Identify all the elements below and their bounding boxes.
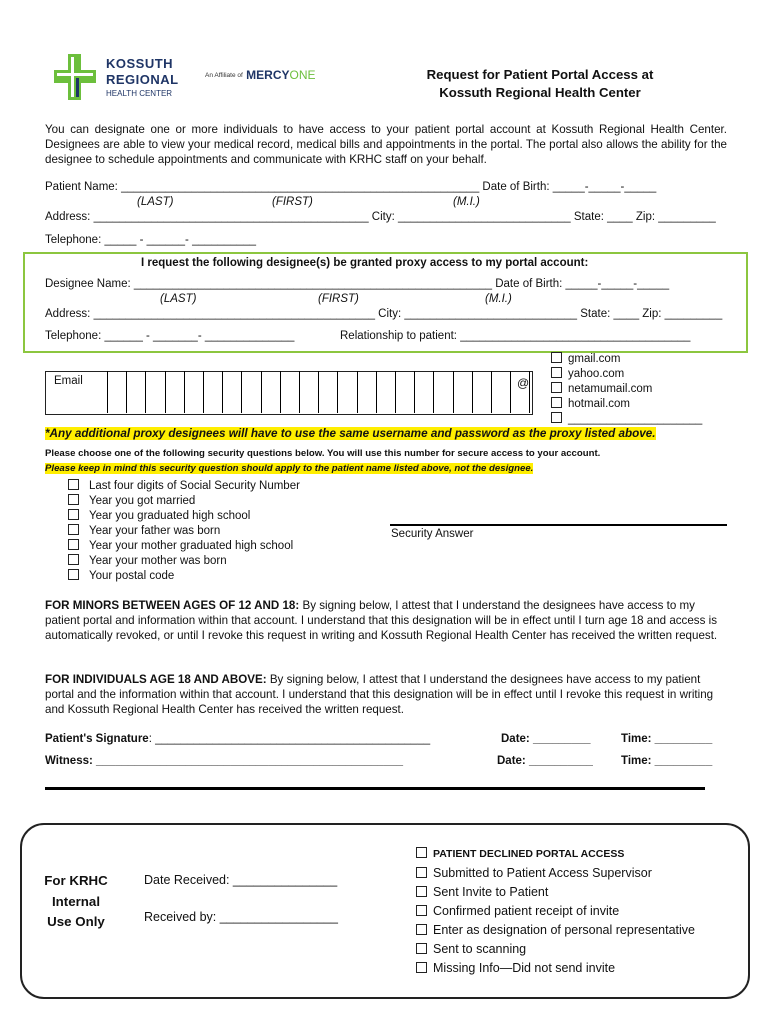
logo-line2: REGIONAL	[106, 72, 179, 87]
email-cell-divider	[395, 371, 396, 413]
checklist-item[interactable]: Confirmed patient receipt of invite	[416, 902, 695, 921]
security-question[interactable]: Your postal code	[68, 569, 300, 584]
designee-sub-mi: (M.I.)	[485, 293, 512, 305]
email-cell-divider	[280, 371, 281, 413]
checkbox-icon[interactable]	[416, 886, 427, 897]
designee-sub-last: (LAST)	[160, 293, 197, 305]
email-cell-divider	[126, 371, 127, 413]
email-cell-divider	[184, 371, 185, 413]
security-question[interactable]: Year you graduated high school	[68, 509, 300, 524]
krhc-logo	[50, 52, 190, 102]
intro-paragraph: You can designate one or more individuals to have access to your patient portal account at Kossuth Regional Health Center. Designees are able to view your medical record, medical bills and appointments in the portal. The portal also allows the ability for the designee to schedule appointments and communicate with KRHC staff on your behalf.	[45, 123, 727, 167]
checkbox-icon[interactable]	[68, 569, 79, 580]
checklist-item[interactable]: Missing Info—Did not send invite	[416, 959, 695, 978]
internal-title	[36, 871, 116, 933]
patient-telephone-field[interactable]: Telephone: _____ - ______- __________	[45, 234, 257, 246]
checklist-item[interactable]: Submitted to Patient Access Supervisor	[416, 864, 695, 883]
email-cell-divider	[203, 371, 204, 413]
designee-heading: I request the following designee(s) be granted proxy access to my portal account:	[141, 257, 589, 269]
checkbox-icon[interactable]	[416, 962, 427, 973]
affiliate-one: ONE	[289, 68, 316, 82]
email-cell-divider	[337, 371, 338, 413]
patient-signature-field[interactable]: Patient's Signature: ___________________________________________	[45, 733, 431, 745]
domain-option[interactable]: hotmail.com	[551, 397, 702, 412]
affiliate-prefix: An Affiliate of	[205, 72, 243, 79]
witness-time-field[interactable]: Time: _________	[621, 755, 713, 767]
checkbox-icon[interactable]	[551, 382, 562, 393]
email-cell-divider	[165, 371, 166, 413]
email-cell-divider	[510, 371, 511, 413]
checkbox-icon[interactable]	[416, 867, 427, 878]
checklist-item[interactable]: Sent Invite to Patient	[416, 883, 695, 902]
security-answer-line[interactable]	[390, 524, 727, 526]
email-cell-divider	[299, 371, 300, 413]
received-by-field[interactable]: Received by: _________________	[144, 910, 338, 924]
witness-signature-field[interactable]: Witness: ________________________________________________	[45, 755, 404, 767]
section-divider	[45, 787, 705, 790]
domain-option[interactable]: netamumail.com	[551, 382, 702, 397]
security-answer-label: Security Answer	[391, 528, 474, 540]
email-cell-divider	[529, 371, 530, 413]
email-cell-divider	[318, 371, 319, 413]
designee-address-field[interactable]: Address: ____________________________________________ City: ___________________________ State: ____ Zip: _________	[45, 308, 723, 320]
email-cell-divider	[414, 371, 415, 413]
checkbox-icon[interactable]	[551, 352, 562, 363]
checklist-item[interactable]: Enter as designation of personal representative	[416, 921, 695, 940]
internal-title-line2: Internal	[51, 893, 101, 909]
patient-sub-last: (LAST)	[137, 196, 174, 208]
patient-sub-mi: (M.I.)	[453, 196, 480, 208]
cross-logo-icon	[54, 54, 96, 100]
security-instruction: Please choose one of the following security questions below. You will use this number for secure access to your account.	[45, 448, 601, 459]
email-domain-list	[551, 352, 702, 427]
affiliate-logo	[205, 68, 316, 82]
domain-option[interactable]: _____________________	[551, 412, 702, 427]
designee-relationship-field[interactable]: Relationship to patient: ____________________________________	[340, 330, 691, 342]
witness-date-field[interactable]: Date: __________	[497, 755, 593, 767]
checkbox-icon[interactable]	[68, 539, 79, 550]
checklist-item[interactable]: Sent to scanning	[416, 940, 695, 959]
date-received-field[interactable]: Date Received: _______________	[144, 873, 338, 887]
email-cell-divider	[433, 371, 434, 413]
email-cell-divider	[376, 371, 377, 413]
title-line2: Kossuth Regional Health Center	[439, 85, 641, 100]
checkbox-icon[interactable]	[68, 494, 79, 505]
checkbox-icon[interactable]	[551, 367, 562, 378]
email-cell-divider	[145, 371, 146, 413]
designee-telephone-field[interactable]: Telephone: ______ - _______- ______________	[45, 330, 295, 342]
email-cell-divider	[107, 371, 108, 413]
checkbox-icon[interactable]	[416, 847, 427, 858]
adults-paragraph: FOR INDIVIDUALS AGE 18 AND ABOVE: By signing below, I attest that I understand the designees have access to my patient portal and the information within that account. I understand that this designation will be in effect until I revoke this request in writing and Kossuth Regional Health Center has received the written request.	[45, 673, 714, 717]
domain-option[interactable]: gmail.com	[551, 352, 702, 367]
checkbox-icon[interactable]	[416, 924, 427, 935]
security-question[interactable]: Year your mother graduated high school	[68, 539, 300, 554]
email-label: Email	[54, 375, 83, 387]
patient-address-field[interactable]: Address: ___________________________________________ City: ___________________________ State: ____ Zip: _________	[45, 211, 716, 223]
checkbox-icon[interactable]	[68, 479, 79, 490]
checkbox-icon[interactable]	[68, 509, 79, 520]
checkbox-icon[interactable]	[68, 554, 79, 565]
designee-name-field[interactable]: Designee Name: ________________________________________________________ Date of Birth: _____-_____-_____	[45, 278, 670, 290]
internal-title-line3: Use Only	[47, 914, 105, 929]
email-at-sign: @	[517, 376, 530, 390]
email-cell-divider	[222, 371, 223, 413]
checklist-declined[interactable]: PATIENT DECLINED PORTAL ACCESS	[416, 844, 695, 864]
security-question[interactable]: Year you got married	[68, 494, 300, 509]
security-question-list	[68, 479, 300, 584]
email-cell-divider	[491, 371, 492, 413]
patient-time-field[interactable]: Time: _________	[621, 733, 713, 745]
email-cell-divider	[472, 371, 473, 413]
designee-sub-first: (FIRST)	[318, 293, 359, 305]
internal-title-line1: For KRHC	[44, 873, 108, 888]
checkbox-icon[interactable]	[68, 524, 79, 535]
internal-checklist	[416, 844, 695, 978]
security-note: Please keep in mind this security question should apply to the patient name listed above, not the designee.	[45, 463, 534, 474]
email-cell-divider	[241, 371, 242, 413]
checkbox-icon[interactable]	[551, 397, 562, 408]
checkbox-icon[interactable]	[416, 905, 427, 916]
email-cell-divider	[357, 371, 358, 413]
logo-line3: HEALTH CENTER	[106, 89, 173, 98]
affiliate-mercy: MERCY	[246, 68, 290, 82]
page-title	[380, 66, 700, 102]
minors-paragraph: FOR MINORS BETWEEN AGES OF 12 AND 18: By signing below, I attest that I understand the designees have access to my patient portal and information within that account. I understand that this designation will be in effect until I turn age 18 and access is automatically revoked, or until I revoke this request in writing and Kossuth Regional Health Center has received the written request.	[45, 599, 718, 643]
proxy-notice: *Any additional proxy designees will have to use the same username and password as the proxy listed above.	[45, 427, 656, 440]
security-question[interactable]: Year your mother was born	[68, 554, 300, 569]
logo-line1: KOSSUTH	[106, 56, 174, 71]
patient-name-field[interactable]: Patient Name: ________________________________________________________ Date of Birth: _____-_____-_____	[45, 181, 657, 193]
domain-option[interactable]: yahoo.com	[551, 367, 702, 382]
email-field[interactable]	[45, 371, 533, 415]
patient-sub-first: (FIRST)	[272, 196, 313, 208]
email-cell-divider	[453, 371, 454, 413]
email-cell-divider	[261, 371, 262, 413]
security-question[interactable]: Last four digits of Social Security Number	[68, 479, 300, 494]
checkbox-icon[interactable]	[551, 412, 562, 423]
patient-date-field[interactable]: Date: _________	[501, 733, 591, 745]
checkbox-icon[interactable]	[416, 943, 427, 954]
security-question[interactable]: Year your father was born	[68, 524, 300, 539]
title-line1: Request for Patient Portal Access at	[426, 67, 654, 82]
